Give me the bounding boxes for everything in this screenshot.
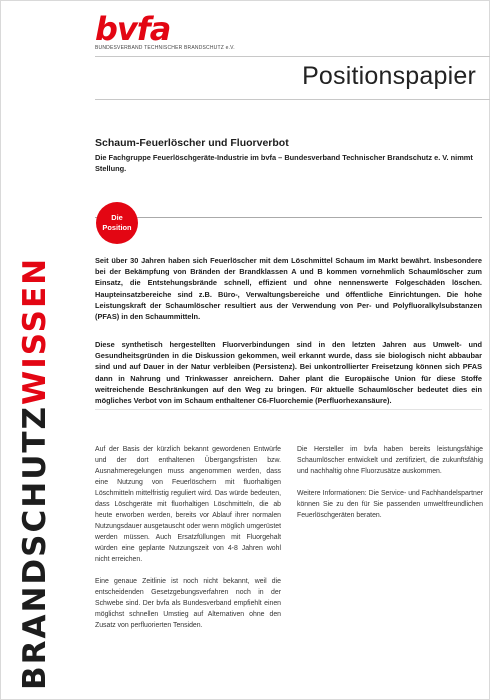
left-column-paragraph: Eine genaue Zeitlinie ist noch nicht bekannt, weil die entscheidenden Gesetzgebungsverfahren noch in der Schwebe sind. Der bvfa als Bundesverband empfiehlt einen möglichst schnellen Umstieg auf Alternativen ohne den Zusatz von perfluorierten Tensiden. — [95, 578, 281, 629]
right-column-paragraph: Die Hersteller im bvfa haben bereits leistungsfähige Schaumlöscher entwickelt und zertifiziert, die zukunftsfähig und nachhaltig ohne Fluorzusätze auskommen. — [297, 446, 483, 475]
bvfa-logo — [95, 10, 235, 51]
position-rule — [95, 217, 482, 218]
side-brand-part2: WISSEN — [17, 256, 53, 405]
logo-subline: BUNDESVERBAND TECHNISCHER BRANDSCHUTZ e.V. — [95, 45, 235, 51]
document-type-title: Positionspapier — [302, 62, 476, 90]
badge-line-2: Position — [102, 223, 132, 232]
article-subtitle: Die Fachgruppe Feuerlöschgeräte-Industrie im bvfa – Bundesverband Technischer Brandschutz e. V. nimmt Stellung. — [95, 153, 473, 173]
badge-line-1: Die — [111, 213, 123, 222]
left-column — [95, 444, 281, 642]
header-rule-top — [95, 56, 490, 57]
right-column — [297, 444, 483, 532]
position-badge — [96, 202, 138, 244]
left-column-paragraph: Auf der Basis der kürzlich bekannt gewordenen Entwürfe und der dort enthaltenen Übergangsfristen bzw. Ausnahmeregelungen muss angenommen werden, dass eine Nutzung von Feuerlöschern mit fluorhaltigen Löschmitteln mittelfristig reguliert wird. Das würde bedeuten, dass Löschgeräte mit fluorhaltigen Löschmitteln, die ab heute erworben werden, bereits vor Ablauf ihrer normalen Nutzungsdauer ausgetauscht oder wenn möglich umgerüstet werden müssen. Auch Ersatzfüllungen mit Fluorgehalt würden eine geplante Nutzungszeit von 4-8 Jahren wohl nicht erreichen. — [95, 446, 281, 563]
intro-paragraph-2: Diese synthetisch hergestellten Fluorverbindungen sind in den letzten Jahren aus Umwelt- und Gesundheitsgründen in die Diskussion gekommen, weil erkannt wurde, dass sie biologisch nicht abbaubar sind und auf Dauer in der Natur verbleiben (Persistenz). Bei unkontrollierter Freisetzung können sich PFAS dann in Nahrung und Trinkwasser anreichern. Daher plant die Europäische Union für diese Stoffe weitreichende Beschränkungen auf den Weg zu bringen. Für aktuelle Schaumlöscher bedeutet dies ein mögliches Verbot von im Schaum enthaltener C6-Fluorchemie (Perfluorhexansäure). — [95, 340, 482, 406]
side-brand-part1: BRANDSCHUTZ — [17, 405, 53, 690]
side-brand-vertical — [18, 257, 52, 690]
header-rule-bottom — [95, 99, 490, 100]
right-column-paragraph: Weitere Informationen: Die Service- und Fachhandelspartner können Sie zu den für Sie passenden umweltfreundlichen Feuerlöschgeräten beraten. — [297, 490, 483, 519]
intro-paragraph-1: Seit über 30 Jahren haben sich Feuerlöscher mit dem Löschmittel Schaum im Markt bewährt. Insbesondere bei der Bekämpfung von Bränden der Brandklassen A und B kommen vornehmlich Schaumlöscher zum Einsatz, die Entstehungsbrände schnell, effizient und ohne nennenswerte Folgeschäden löschen. Haupteinsatzbereiche sind z.B. Büro-, Verwaltungsbereiche und öffentliche Einrichtungen. Die hohe Leistungskraft der Schaumlöscher resultiert aus der Verwendung von Per- und Polyfluoralkylsubstanzen (PFAS) in den Schaummitteln. — [95, 256, 482, 322]
section-divider — [95, 409, 482, 410]
logo-wordmark: bvfa — [95, 10, 171, 48]
article-heading: Schaum-Feuerlöscher und Fluorverbot — [95, 137, 289, 149]
